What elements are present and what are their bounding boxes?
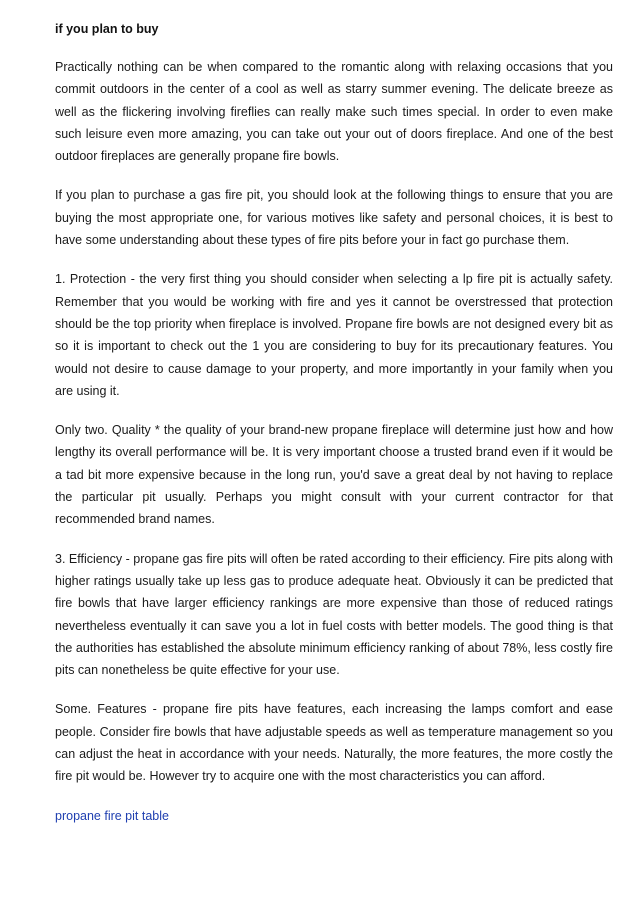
paragraph-quality: Only two. Quality * the quality of your brand-new propane fireplace will determine just how and how lengthy its overall performance will be. It is very important choose a trusted brand even if it would be a tad bit more expensive because in the long run, you'd save a great deal by not having to replace the particular pit usually. Perhaps you might consult with your current contractor for that recommended brand names. [55,423,613,527]
paragraph-protection: 1. Protection - the very first thing you should consider when selecting a lp fire pit is actually safety. Remember that you would be working with fire and yes it cannot be overstressed that protection should be the top priority when fireplace is involved. Propane fire bowls are not designed every bit as so it is important to check out the 1 you are considering to buy for its precautionary features. You would not desire to cause damage to your property, and more importantly in your family when you are using it. [55,272,613,398]
document-page [55,20,613,827]
paragraph-efficiency: 3. Efficiency - propane gas fire pits will often be rated according to their efficiency. Fire pits along with higher ratings usually take up less gas to produce adequate heat. Obviously it can be predicted that fire bowls that have larger efficiency rankings are more expensive than those of reduced ratings nevertheless eventually it can save you a lot in fuel costs with better models. The good thing is that the authorities has established the absolute minimum efficiency ranking of about 78%, less costly fire pits can nonetheless be quite effective for your use. [55,551,613,678]
paragraph-purchase: If you plan to purchase a gas fire pit, you should look at the following things to ensure that you are buying the most appropriate one, for various motives like safety and personal choices, it is best to have some understanding about these types of fire pits before your in fact go purchase them. [55,188,613,248]
paragraph-features: Some. Features - propane fire pits have features, each increasing the lamps comfort and ease people. Consider fire bowls that have adjustable speeds as well as temperature management so you can adjust the heat in accordance with your needs. Naturally, the more features, the more costly the fire pit would be. However try to acquire one with the most characteristics you can afford. [55,702,613,784]
document-title: if you plan to buy [55,22,159,36]
paragraph-intro: Practically nothing can be when compared to the romantic along with relaxing occasions that you commit outdoors in the center of a cool as well as starry summer evening. The delicate breeze as well as the flickering involving fireflies can really make such times special. In order to even make such leisure even more amazing, you can take out your out of doors fireplace. And one of the best outdoor fireplaces are generally propane fire bowls. [55,60,613,164]
propane-fire-pit-table-link[interactable]: propane fire pit table [55,808,169,823]
